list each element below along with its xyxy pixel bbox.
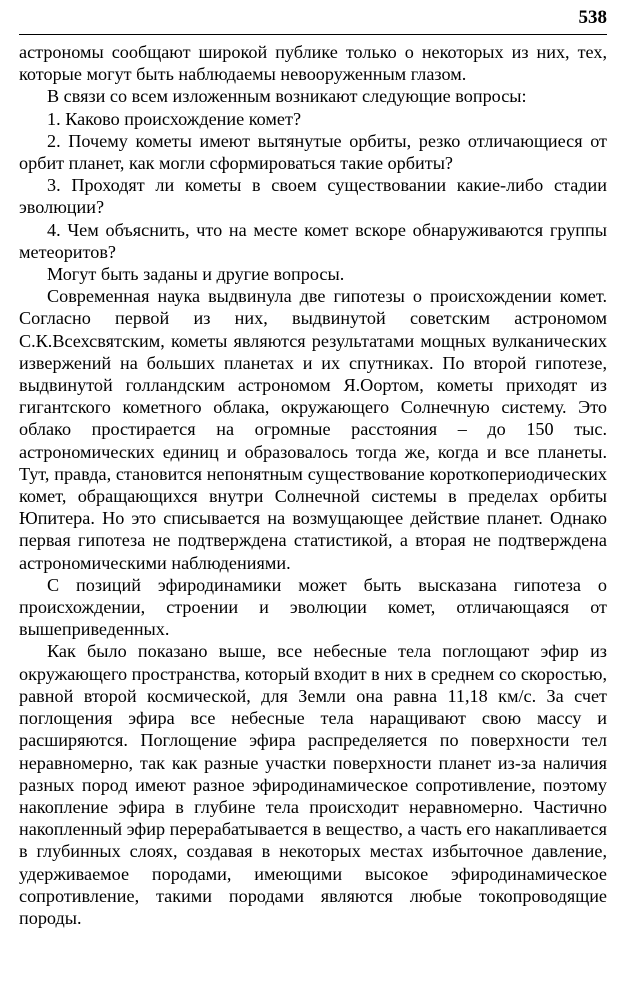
question-item: 3. Проходят ли кометы в своем существовании какие-либо стадии эволюции?	[19, 175, 607, 218]
page-number: 538	[578, 7, 607, 28]
page-body	[19, 41, 607, 929]
paragraph: астрономы сообщают широкой публике только о некоторых из них, тех, которые могут быть наблюдаемы невооруженным глазом.	[19, 42, 607, 85]
paragraph: Могут быть заданы и другие вопросы.	[47, 264, 345, 285]
question-item: 1. Каково происхождение комет?	[47, 108, 302, 129]
question-item: 2. Почему кометы имеют вытянутые орбиты, резко отличающиеся от орбит планет, как могли сформироваться такие орбиты?	[19, 130, 607, 174]
paragraph: Как было показано выше, все небесные тела поглощают эфир из окружающего пространства, который входит в них в среднем со скоростью, равной второй космической, для Земли она равна 11,18 км/с. За счет поглощения эфира все небесные тела наращивают свою массу и расширяются. Поглощение эфира распределяется по поверхности тел неравномерно, так как разные участки поверхности планет из-за наличия разных пород имеют разное эфиродинамическое сопротивление, поэтому накопление эфира в глубине тела происходит неравномерно. Частично накопленный эфир перерабатывается в вещество, а часть его накапливается в глубинных слоях, создавая в некоторых местах избыточное давление, удерживаемое породами, имеющими высокое эфиродинамическое сопротивление, такими породами являются любые токопроводящие породы.	[19, 641, 607, 928]
document-page	[19, 0, 607, 929]
paragraph: В связи со всем изложенным возникают следующие вопросы:	[47, 86, 527, 107]
paragraph: Современная наука выдвинула две гипотезы о происхождении комет. Согласно первой из них, выдвинутой советским астрономом С.К.Всехсвятским, кометы являются результатами мощных вулканических извержений на больших планетах и их спутниках. По второй гипотезе, выдвинутой голландским астрономом Я.Оортом, кометы приходят из гигантского кометного облака, окружающего Солнечную систему. Это облако простирается на огромные расстояния – до 150 тыс. астрономических единиц и образовалось тогда же, когда и все планеты. Тут, правда, становится непонятным существование короткопериодических комет, обращающихся внутри Солнечной системы в пределах орбиты Юпитера. Но это списывается на возмущающее действие планет. Однако первая гипотеза не подтверждена статистикой, а вторая не подтверждена астрономическими наблюдениями.	[19, 286, 607, 573]
page-header	[19, 0, 607, 35]
question-item: 4. Чем объяснить, что на месте комет вскоре обнаруживаются группы метеоритов?	[19, 219, 607, 262]
paragraph: С позиций эфиродинамики может быть высказана гипотеза о происхождении, строении и эволюции комет, отличающаяся от вышеприведенных.	[19, 574, 607, 640]
